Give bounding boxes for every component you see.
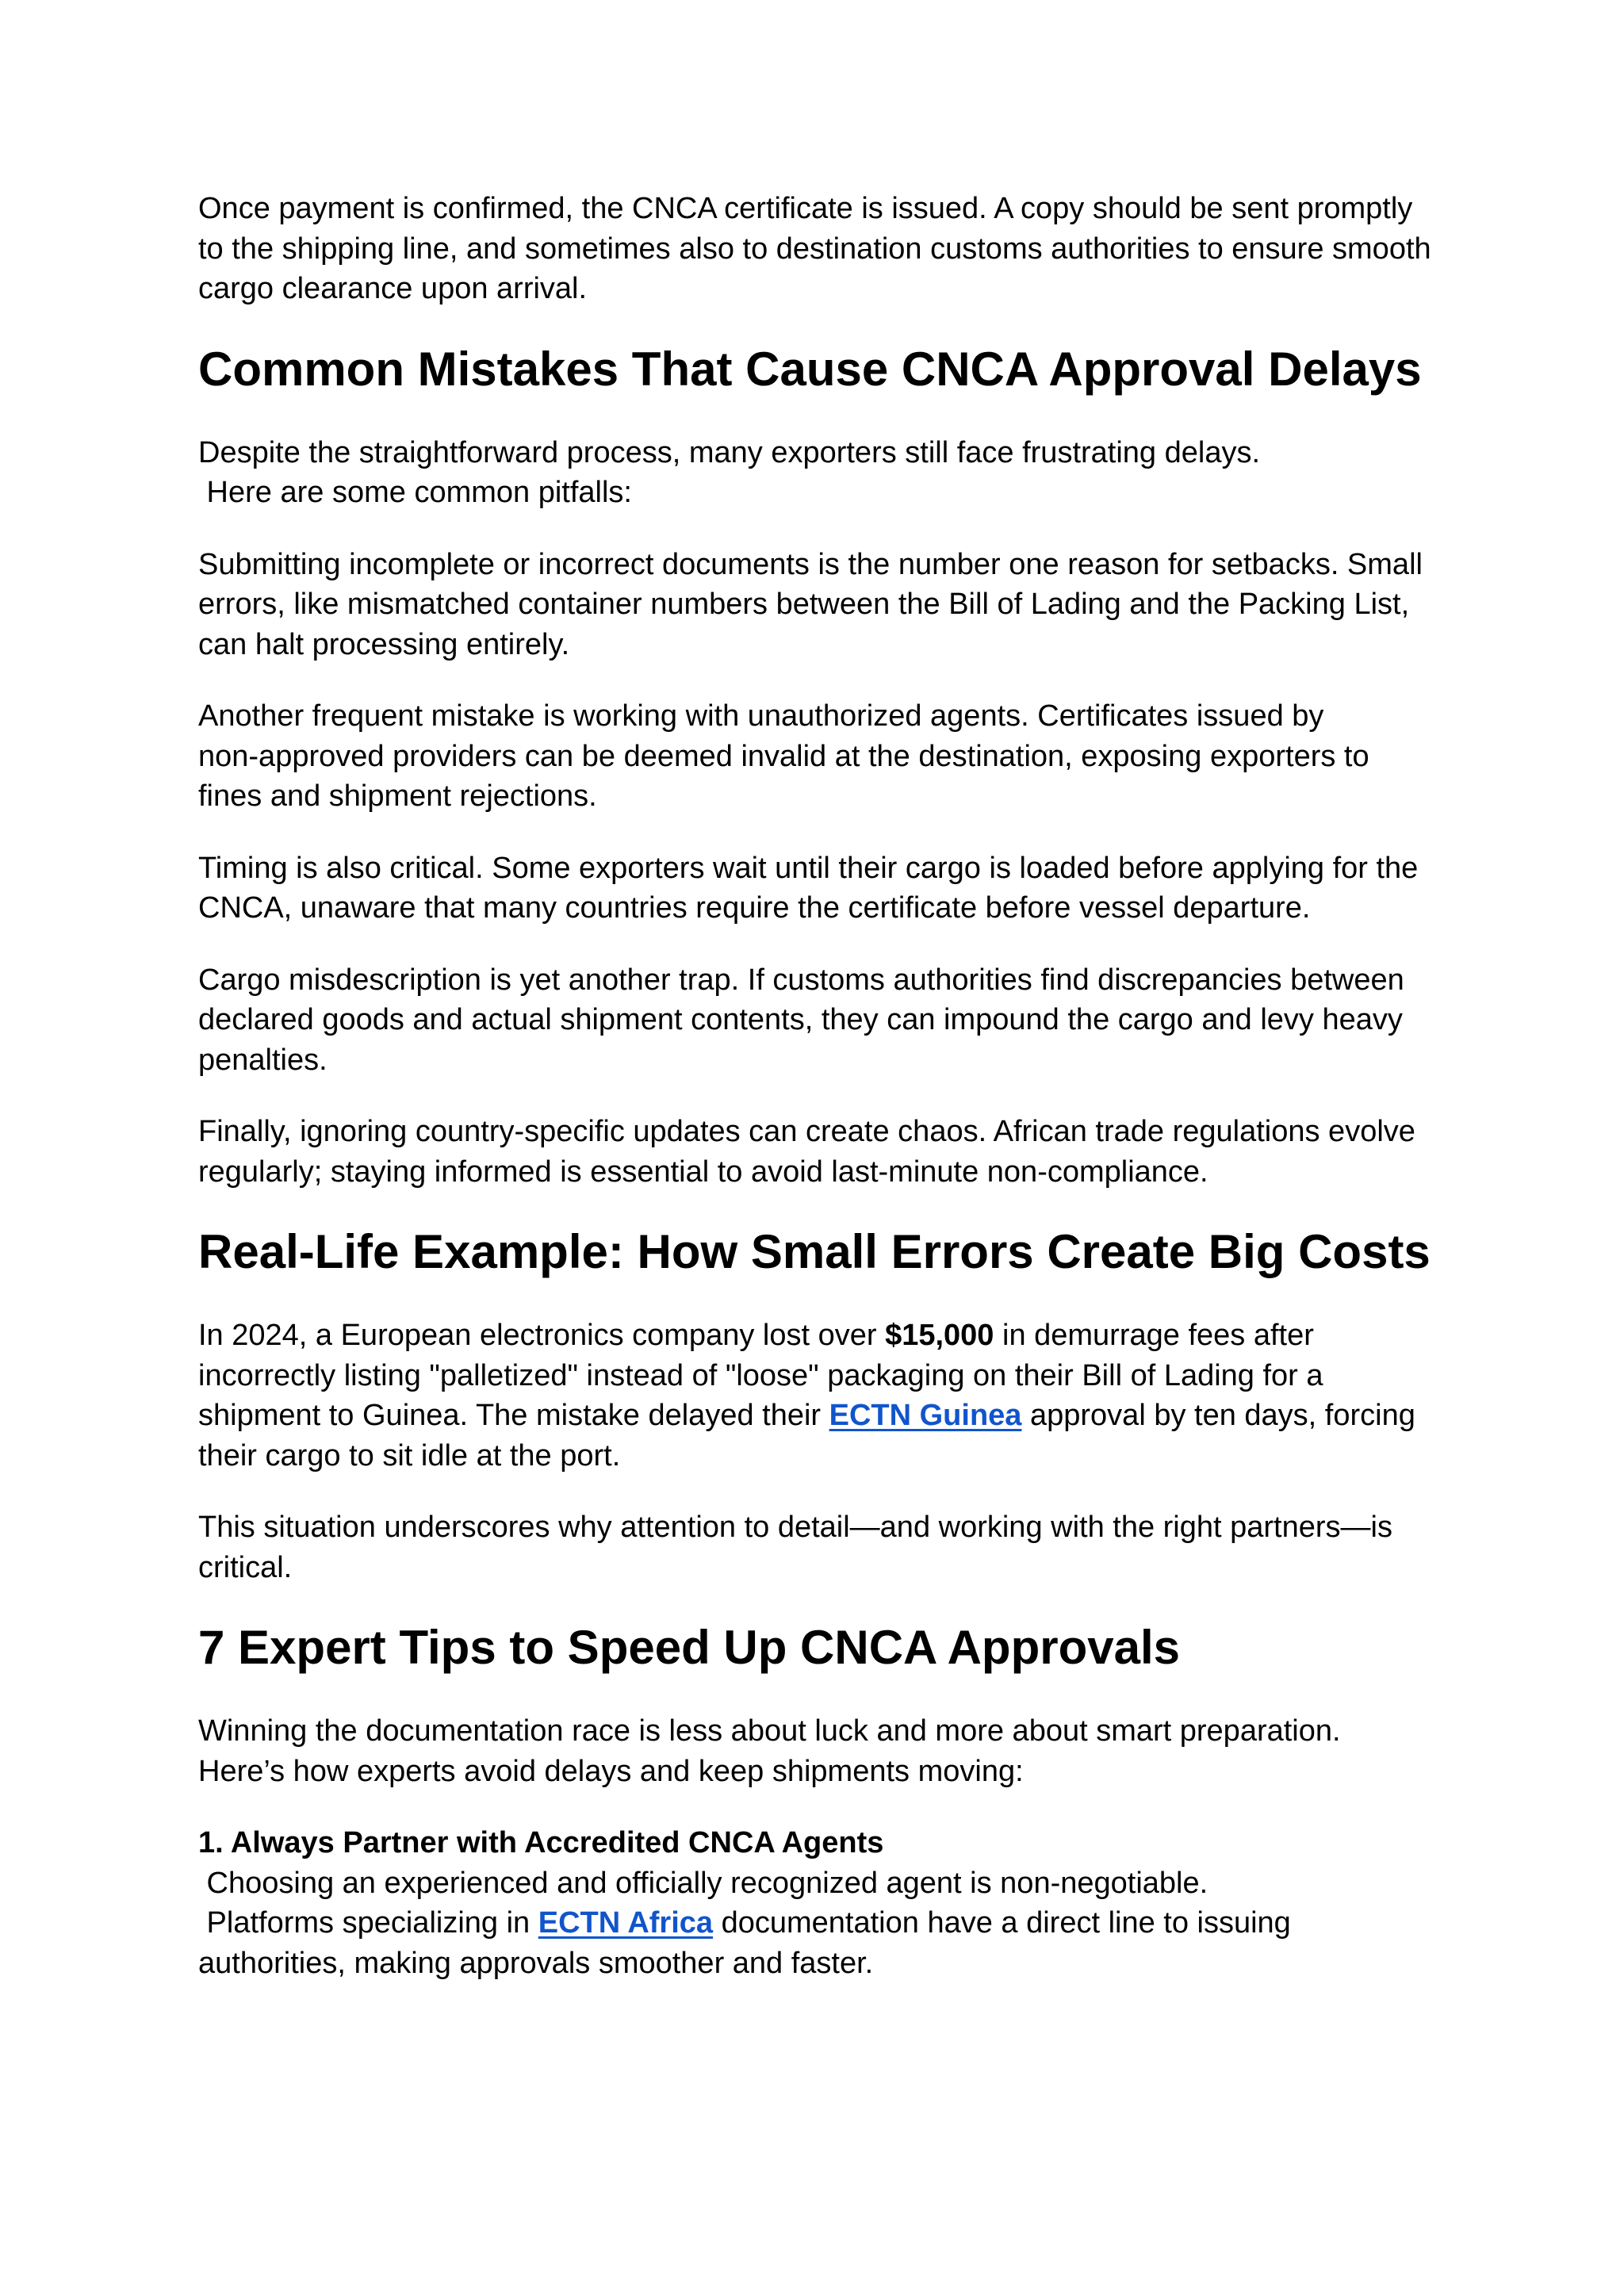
- intro-paragraph: [198, 189, 1451, 309]
- text-line: non-approved providers can be deemed invalid at the destination, exposing exporters to: [198, 739, 1369, 773]
- text-segment: documentation have a direct line to issuing: [713, 1906, 1291, 1940]
- text-line: Once payment is confirmed, the CNCA certificate is issued. A copy should be sent promptly: [198, 192, 1413, 225]
- heading-expert-tips: 7 Expert Tips to Speed Up CNCA Approvals: [198, 1621, 1180, 1674]
- text-line: Winning the documentation race is less about luck and more about smart preparation.: [198, 1714, 1341, 1748]
- paragraph: [198, 1316, 1451, 1476]
- paragraph: [198, 1711, 1451, 1791]
- heading-common-mistakes: Common Mistakes That Cause CNCA Approval Delays: [198, 342, 1422, 396]
- text-line: declared goods and actual shipment contents, they can impound the cargo and levy heavy: [198, 1003, 1403, 1036]
- paragraph: [198, 696, 1451, 817]
- text-line: cargo clearance upon arrival.: [198, 272, 588, 305]
- text-line: their cargo to sit idle at the port.: [198, 1438, 621, 1473]
- paragraph: [198, 545, 1451, 665]
- text-line: Cargo misdescription is yet another trap. If customs authorities find discrepancies between: [198, 963, 1404, 997]
- text-line: penalties.: [198, 1043, 327, 1077]
- text-segment: approval by ten days, forcing: [1021, 1399, 1415, 1432]
- text-line: critical.: [198, 1550, 293, 1584]
- text-line: Choosing an experienced and officially recognized agent is non-negotiable.: [198, 1866, 1208, 1900]
- paragraph: [198, 1507, 1451, 1587]
- text-line: errors, like mismatched container numbers between the Bill of Lading and the Packing List,: [198, 588, 1410, 621]
- text-line: Another frequent mistake is working with unauthorized agents. Certificates issued by: [198, 699, 1324, 733]
- text-line: to the shipping line, and sometimes also to destination customs authorities to ensure smooth: [198, 232, 1431, 266]
- text-line: This situation underscores why attention to detail—and working with the right partners—is: [198, 1511, 1392, 1544]
- text-segment: in demurrage fees after: [994, 1319, 1314, 1352]
- ectn-africa-link[interactable]: ECTN Africa: [538, 1906, 714, 1940]
- text-line: [198, 1903, 1451, 1944]
- tip-paragraph: [198, 1823, 1451, 1983]
- text-line: Finally, ignoring country-specific updates can create chaos. African trade regulations evolve: [198, 1115, 1415, 1148]
- text-line: Here’s how experts avoid delays and keep shipments moving:: [198, 1754, 1024, 1788]
- text-line: CNCA, unaware that many countries require the certificate before vessel departure.: [198, 891, 1311, 925]
- document-page: [198, 189, 1451, 2015]
- paragraph: [198, 960, 1451, 1081]
- ectn-guinea-link[interactable]: ECTN Guinea: [829, 1399, 1022, 1432]
- text-line: can halt processing entirely.: [198, 627, 570, 661]
- text-line: fines and shipment rejections.: [198, 779, 597, 813]
- text-line: Despite the straightforward process, many exporters still face frustrating delays.: [198, 435, 1261, 469]
- tip-title: 1. Always Partner with Accredited CNCA Agents: [198, 1826, 884, 1859]
- text-segment: In 2024, a European electronics company lost over: [198, 1319, 886, 1352]
- text-line: regularly; staying informed is essential to avoid last-minute non-compliance.: [198, 1155, 1208, 1189]
- text-line: [198, 1396, 1451, 1436]
- text-line: authorities, making approvals smoother and faster.: [198, 1946, 874, 1980]
- paragraph: [198, 848, 1451, 929]
- text-line: Here are some common pitfalls:: [198, 476, 632, 509]
- text-segment: Platforms specializing in: [198, 1906, 538, 1940]
- text-line: Submitting incomplete or incorrect documents is the number one reason for setbacks. Small: [198, 547, 1423, 581]
- paragraph: [198, 1112, 1451, 1192]
- text-line: incorrectly listing "palletized" instead of "loose" packaging on their Bill of Lading for a: [198, 1358, 1323, 1392]
- cost-amount: $15,000: [885, 1319, 994, 1352]
- text-segment: shipment to Guinea. The mistake delayed their: [198, 1399, 829, 1432]
- text-line: Timing is also critical. Some exporters wait until their cargo is loaded before applying for the: [198, 851, 1419, 885]
- paragraph: [198, 433, 1451, 513]
- text-line: [198, 1316, 1451, 1356]
- heading-real-life-example: Real-Life Example: How Small Errors Create Big Costs: [198, 1225, 1431, 1278]
